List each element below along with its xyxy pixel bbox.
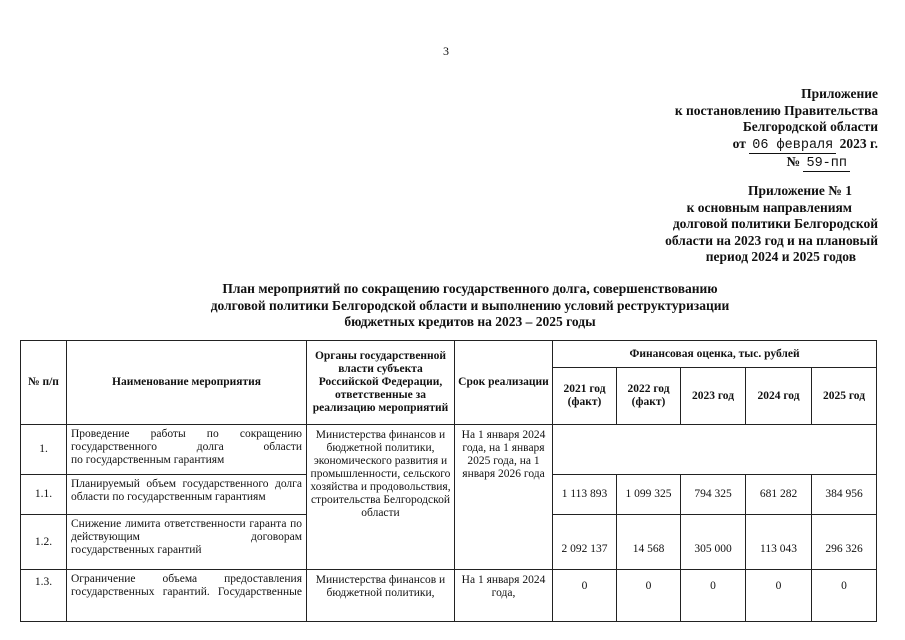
- date-year: 2023 г.: [839, 135, 878, 151]
- header-finance: Финансовая оценка, тыс. рублей: [553, 341, 877, 368]
- plan-title: [150, 281, 790, 331]
- number-prefix: №: [786, 153, 801, 169]
- row-name-main: Ограничение объема предоставления государственных гарантий. Государственные: [71, 573, 302, 598]
- row-name-main: Планируемый объем государственного долга: [71, 478, 302, 490]
- value-2025: 296 326: [812, 515, 877, 570]
- header-2023: 2023 год: [681, 368, 746, 425]
- header-2025: 2025 год: [812, 368, 877, 425]
- appendix-1-line-2: к основным направлениям: [686, 199, 852, 215]
- number-handwritten: 59-пп: [803, 157, 850, 172]
- row-num: 1.2.: [21, 515, 67, 570]
- header-2024: 2024 год: [746, 368, 812, 425]
- row-empty-values: [553, 425, 877, 475]
- plan-title-line-1: План мероприятий по сокращению государственного долга, совершенствованию: [222, 281, 718, 296]
- row-name-main: Проведение работы по сокращению государственного долга области: [71, 428, 302, 453]
- appendix-1-line-3: долговой политики Белгородской: [672, 216, 878, 231]
- row-org: Министерства финансов и бюджетной политики,: [307, 570, 455, 622]
- appendix-date: [600, 136, 878, 154]
- plan-table: [20, 340, 877, 622]
- row-num: 1.1.: [21, 475, 67, 515]
- header-2022: 2022 год (факт): [617, 368, 681, 425]
- row-name: [67, 425, 307, 475]
- appendix-1-title: Приложение № 1: [748, 183, 852, 198]
- table-row: [21, 425, 877, 475]
- plan-title-line-3: бюджетных кредитов на 2023 – 2025 годы: [344, 314, 596, 329]
- value-2022: 1 099 325: [617, 475, 681, 515]
- date-handwritten: 06 февраля: [749, 139, 836, 154]
- row-name-main: Снижение лимита ответственности гаранта по действующим договорам: [71, 518, 302, 543]
- value-2022: 0: [617, 570, 681, 622]
- header-name: Наименование мероприятия: [67, 341, 307, 425]
- header-org: Органы государственной власти субъекта Российской Федерации, ответственные за реализацию мероприятий: [307, 341, 455, 425]
- appendix-1-line-4: области на 2023 год и на плановый: [665, 232, 878, 248]
- value-2024: 113 043: [746, 515, 812, 570]
- appendix-1-line-5: период 2024 и 2025 годов: [705, 249, 856, 264]
- row-name: [67, 515, 307, 570]
- value-2025: 384 956: [812, 475, 877, 515]
- appendix-number: [600, 154, 878, 172]
- value-2025: 0: [812, 570, 877, 622]
- value-2023: 794 325: [681, 475, 746, 515]
- header-num: № п/п: [21, 341, 67, 425]
- row-name: [67, 570, 307, 622]
- row-term: На 1 января 2024 года,: [455, 570, 553, 622]
- table-row: [21, 570, 877, 622]
- row-num: 1.3.: [21, 570, 67, 622]
- appendix-title: Приложение: [801, 86, 878, 101]
- value-2023: 305 000: [681, 515, 746, 570]
- value-2021: 0: [553, 570, 617, 622]
- row-name: [67, 475, 307, 515]
- row-group-term: На 1 января 2024 года, на 1 января 2025 года, на 1 января 2026 года: [455, 425, 553, 570]
- row-num: 1.: [21, 425, 67, 475]
- plan-title-line-2: долговой политики Белгородской области и выполнению условий реструктуризации: [210, 297, 730, 313]
- appendix-line-2: к постановлению Правительства: [674, 102, 878, 118]
- value-2024: 681 282: [746, 475, 812, 515]
- date-prefix: от: [732, 135, 746, 151]
- appendix-line-3: Белгородской области: [742, 119, 878, 134]
- row-name-tail: области по государственным гарантиям: [71, 491, 266, 503]
- appendix-header: [600, 86, 878, 172]
- page-number: 3: [443, 44, 449, 58]
- header-term: Срок реализации: [455, 341, 553, 425]
- value-2024: 0: [746, 570, 812, 622]
- value-2021: 1 113 893: [553, 475, 617, 515]
- appendix-1-header: [600, 183, 878, 266]
- header-2021: 2021 год (факт): [553, 368, 617, 425]
- row-group-org: Министерства финансов и бюджетной политики, экономического развития и промышленности, сельского хозяйства и продовольствия, строительства Белгородской области: [307, 425, 455, 570]
- value-2022: 14 568: [617, 515, 681, 570]
- value-2023: 0: [681, 570, 746, 622]
- row-name-tail: по государственным гарантиям: [71, 454, 225, 466]
- value-2021: 2 092 137: [553, 515, 617, 570]
- row-name-tail: государственных гарантий: [71, 544, 202, 556]
